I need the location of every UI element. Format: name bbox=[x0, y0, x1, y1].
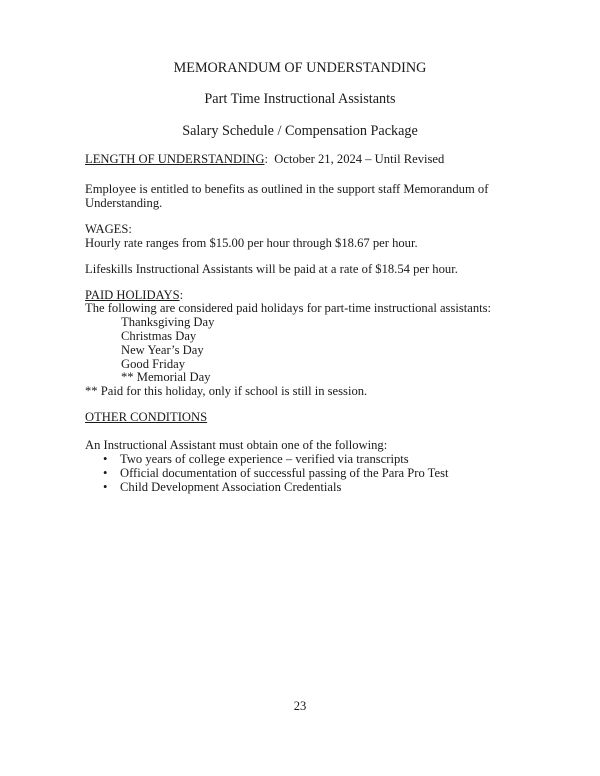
benefits-line-2: Understanding. bbox=[85, 196, 163, 210]
length-sep: : bbox=[264, 152, 268, 166]
holiday-note: ** Paid for this holiday, only if school is still in session. bbox=[85, 384, 368, 398]
length-value: October 21, 2024 – Until Revised bbox=[274, 152, 445, 166]
document-subtitle-2: Salary Schedule / Compensation Package bbox=[182, 123, 418, 139]
length-label: LENGTH OF UNDERSTANDING bbox=[85, 152, 265, 166]
benefits-line-1: Employee is entitled to benefits as outlined in the support staff Memorandum of bbox=[85, 182, 489, 196]
document-subtitle: Part Time Instructional Assistants bbox=[204, 91, 396, 107]
holiday-item: Thanksgiving Day bbox=[121, 315, 215, 329]
lifeskills-rate: Lifeskills Instructional Assistants will be paid at a rate of $18.54 per hour. bbox=[85, 262, 458, 276]
bullet-icon: • bbox=[103, 452, 108, 466]
document-title: MEMORANDUM OF UNDERSTANDING bbox=[173, 60, 427, 76]
holiday-item: Christmas Day bbox=[121, 329, 197, 343]
holiday-item: New Year’s Day bbox=[121, 343, 204, 357]
holiday-item: Good Friday bbox=[121, 357, 186, 371]
paid-holidays-intro: The following are considered paid holidays for part-time instructional assistants: bbox=[85, 301, 492, 315]
other-conditions-heading: OTHER CONDITIONS bbox=[85, 410, 208, 424]
length-of-understanding bbox=[85, 152, 444, 167]
page-number: 23 bbox=[293, 699, 307, 713]
requirement-item: Two years of college experience – verified via transcripts bbox=[120, 452, 409, 466]
holiday-item: ** Memorial Day bbox=[121, 370, 211, 384]
paid-holidays-sep: : bbox=[179, 288, 184, 302]
other-conditions-intro: An Instructional Assistant must obtain one of the following: bbox=[85, 438, 388, 452]
wages-text: Hourly rate ranges from $15.00 per hour through $18.67 per hour. bbox=[85, 236, 418, 250]
requirement-item: Child Development Association Credentials bbox=[120, 480, 342, 494]
requirement-item: Official documentation of successful passing of the Para Pro Test bbox=[120, 466, 449, 480]
bullet-icon: • bbox=[103, 466, 108, 480]
paid-holidays-label: PAID HOLIDAYS bbox=[85, 288, 180, 302]
wages-heading: WAGES: bbox=[85, 222, 132, 236]
bullet-icon: • bbox=[103, 480, 108, 494]
